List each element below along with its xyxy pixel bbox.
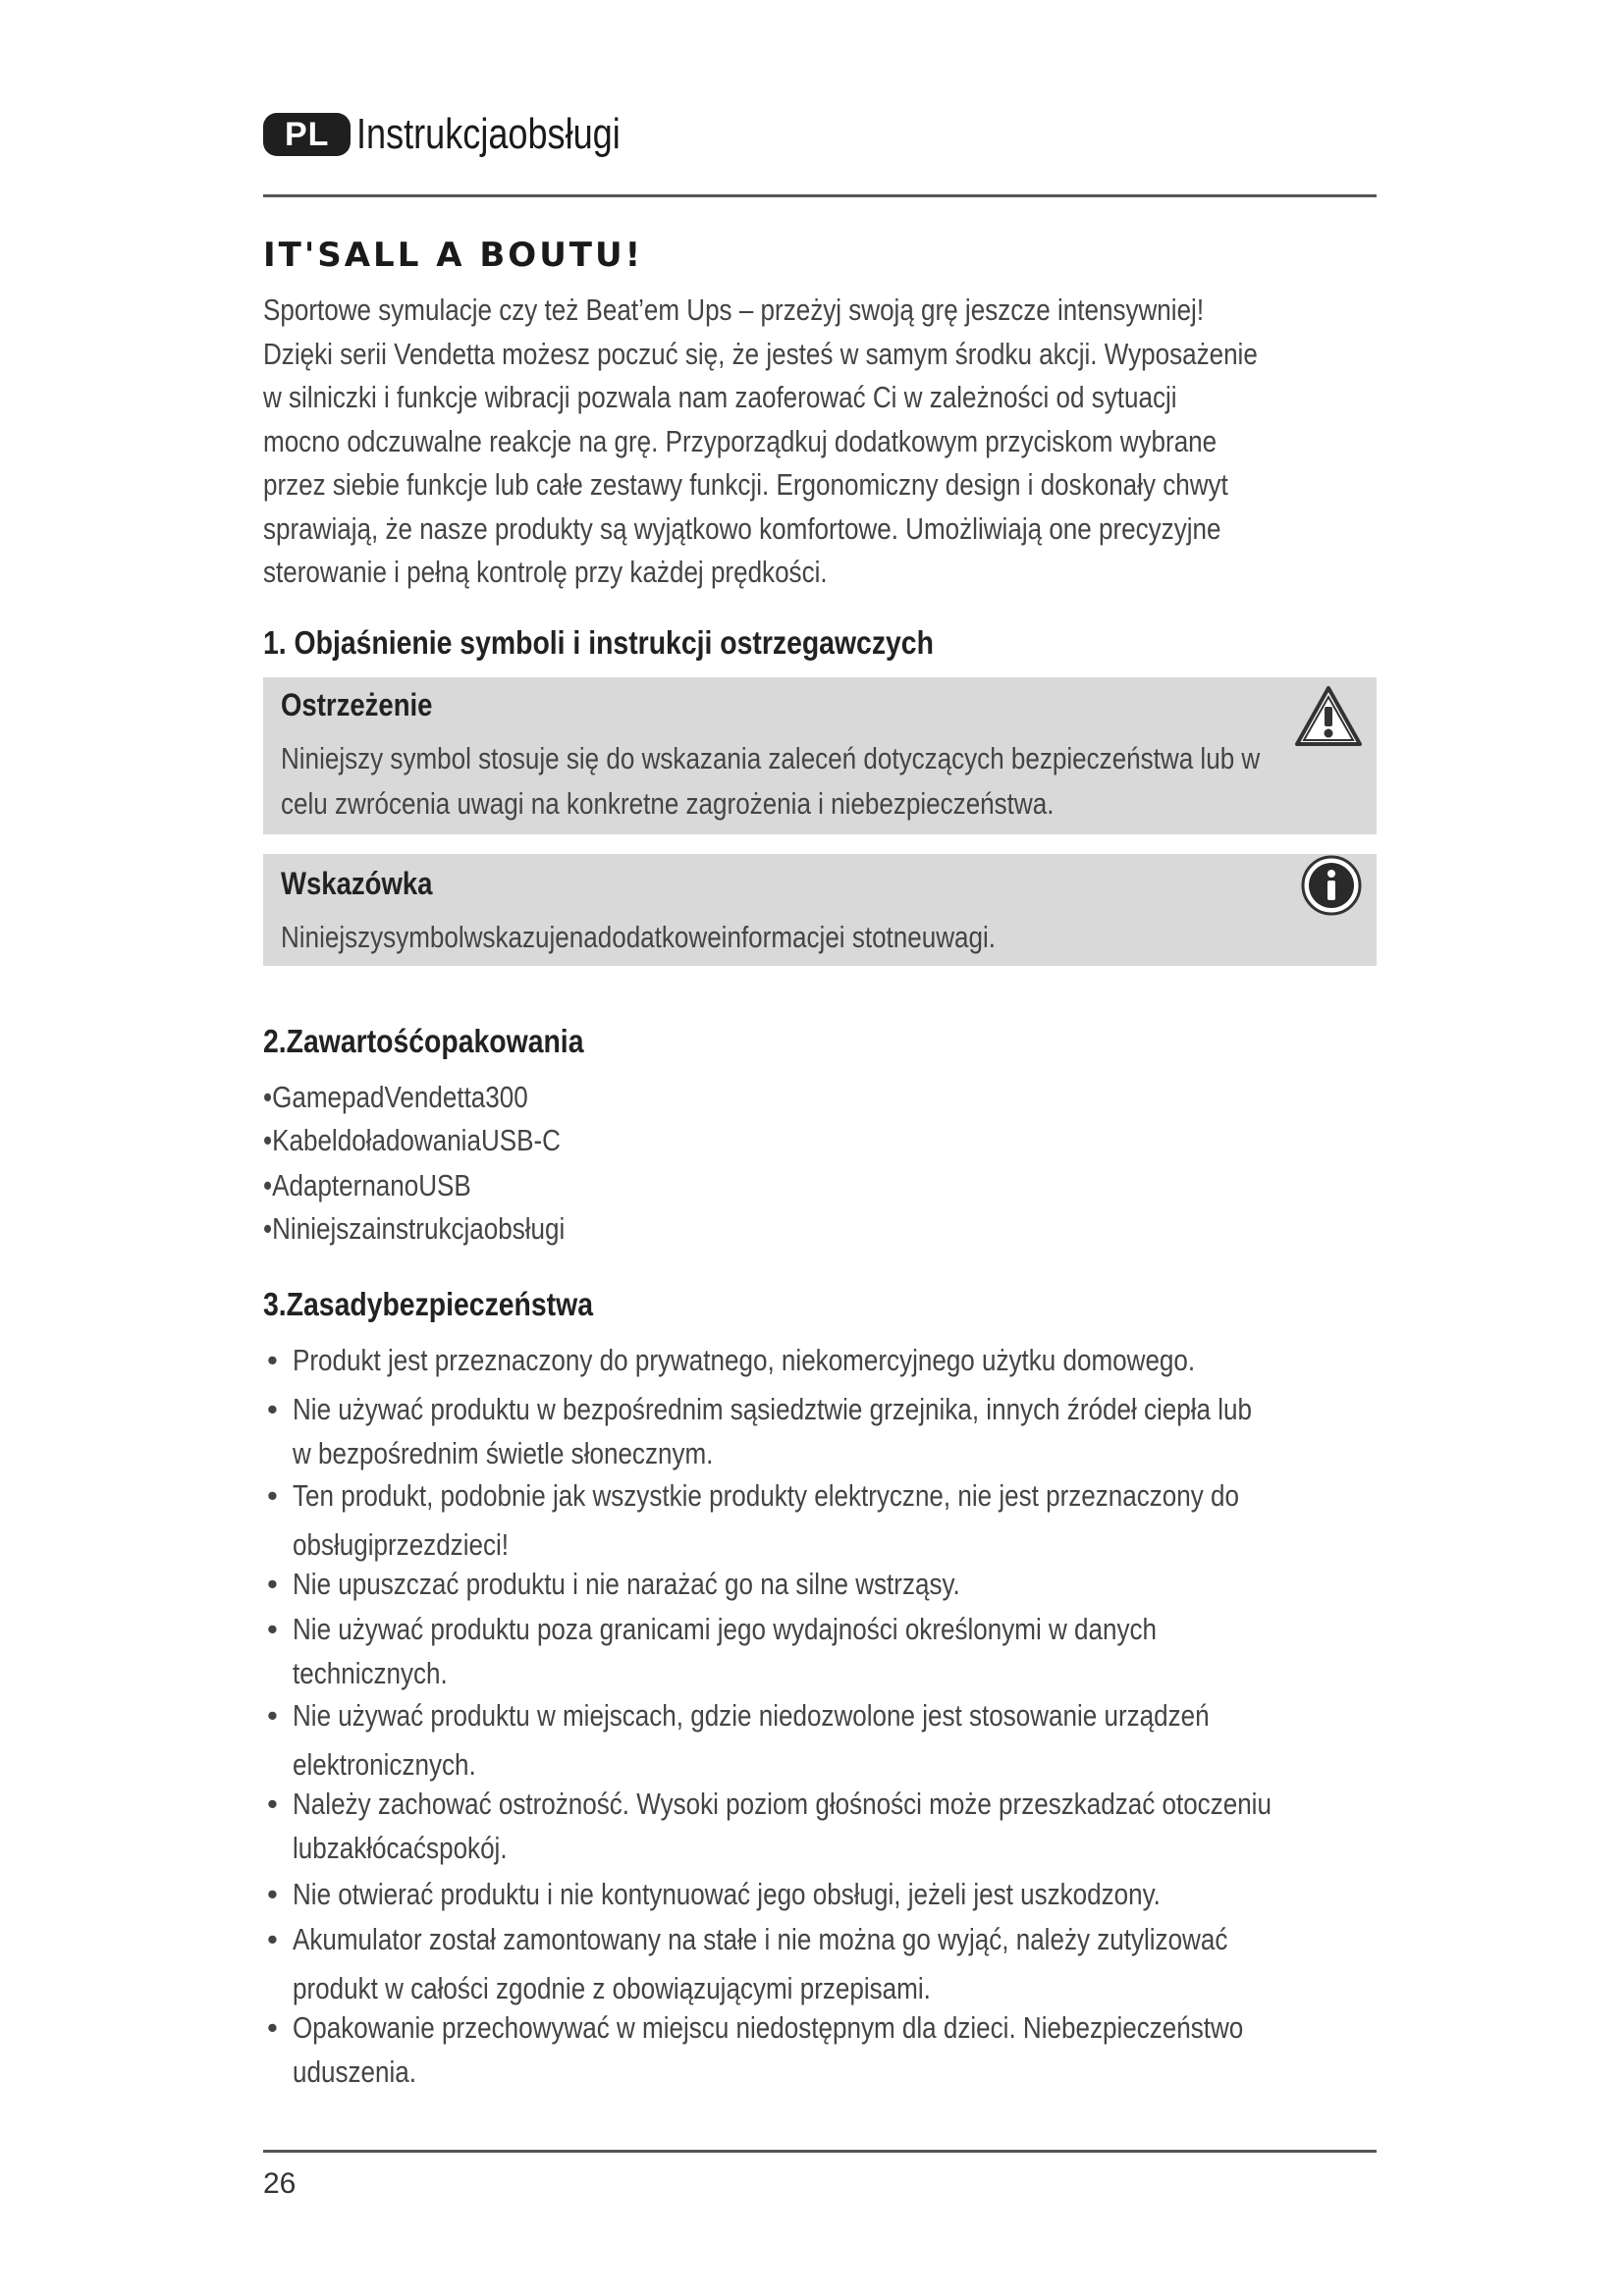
list-item-text: technicznych. — [293, 1656, 448, 1690]
bullet: • — [267, 1698, 278, 1733]
header-divider — [263, 194, 1377, 197]
hint-box — [263, 854, 1377, 966]
bullet: • — [267, 1787, 278, 1821]
list-item-text: Nie upuszczać produktu i nie narażać go na silne wstrząsy. — [293, 1567, 960, 1601]
list-item: •KabeldoładowaniaUSB-C — [263, 1123, 561, 1157]
list-item: •Niniejszainstrukcjaobsługi — [263, 1211, 566, 1246]
hint-title: Wskazówka — [281, 866, 433, 901]
intro-line: Dzięki serii Vendetta możesz poczuć się, że jesteś w samym środku akcji. Wyposażenie — [263, 336, 1258, 371]
list-item-text: Nie używać produktu w bezpośrednim sąsiedztwie grzejnika, innych źródeł ciepła lub — [293, 1392, 1252, 1426]
list-item-text: w bezpośrednim świetle słonecznym. — [293, 1436, 714, 1470]
info-icon — [1300, 854, 1363, 917]
list-item-text: Należy zachować ostrożność. Wysoki poziom głośności może przeszkadzać otoczeniu — [293, 1787, 1272, 1821]
intro-line: sprawiają, że nasze produkty są wyjątkowo komfortowe. Umożliwiają one precyzyjne — [263, 510, 1221, 546]
list-item-text: Opakowanie przechowywać w miejscu niedostępnym dla dzieci. Niebezpieczeństwo — [293, 2010, 1244, 2045]
section-1-heading: 1. Objaśnienie symboli i instrukcji ostrzegawczych — [263, 624, 934, 661]
hint-line: Niniejszysymbolwskazujenadodatkoweinformacjei stotneuwagi. — [281, 920, 997, 954]
bullet: • — [267, 1612, 278, 1646]
language-badge: PL — [263, 113, 351, 156]
page-header — [263, 110, 678, 159]
list-item-text: uduszenia. — [293, 2055, 416, 2089]
warning-box — [263, 677, 1377, 834]
list-item: •GamepadVendetta300 — [263, 1080, 528, 1114]
bullet: • — [267, 1392, 278, 1426]
hint-text — [281, 915, 1132, 960]
bullet: • — [267, 1567, 278, 1601]
warning-line: Niniejszy symbol stosuje się do wskazania zaleceń dotyczących bezpieczeństwa lub w — [281, 741, 1261, 775]
bullet: • — [267, 1343, 278, 1377]
list-item-text: elektronicznych. — [293, 1747, 476, 1782]
bullet: • — [267, 1922, 278, 1956]
warning-line: celu zwrócenia uwagi na konkretne zagrożenia i niebezpieczeństwa. — [281, 786, 1055, 821]
slogan: IT'SALL A BOUTU! — [263, 236, 644, 275]
page-number: 26 — [263, 2167, 297, 2200]
intro-paragraph — [263, 289, 1377, 595]
intro-line: Sportowe symulacje czy też Beat’em Ups – przeżyj swoją grę jeszcze intensywniej! — [263, 293, 1205, 327]
bullet: • — [267, 1478, 278, 1513]
list-item-text: Nie używać produktu poza granicami jego wydajności określonymi w danych — [293, 1612, 1158, 1646]
list-item-text: Ten produkt, podobnie jak wszystkie produkty elektryczne, nie jest przeznaczony do — [293, 1478, 1239, 1513]
list-item-text: Akumulator został zamontowany na stałe i nie można go wyjąć, należy zutylizować — [293, 1922, 1228, 1956]
list-item-text: Produkt jest przeznaczony do prywatnego, niekomercyjnego użytku domowego. — [293, 1343, 1196, 1377]
intro-line: sterowanie i pełną kontrolę przy każdej prędkości. — [263, 555, 828, 589]
section-2-heading: 2.Zawartośćopakowania — [263, 1023, 584, 1059]
list-item-text: produkt w całości zgodnie z obowiązującymi przepisami. — [293, 1971, 931, 2005]
intro-line: mocno odczuwalne reakcje na grę. Przyporządkuj dodatkowym przyciskom wybrane — [263, 423, 1218, 458]
section-3-heading: 3.Zasadybezpieczeństwa — [263, 1286, 593, 1322]
intro-line: przez siebie funkcje lub całe zestawy funkcji. Ergonomiczny design i doskonały chwyt — [263, 467, 1228, 502]
warning-text — [281, 736, 1446, 827]
warning-title: Ostrzeżenie — [281, 687, 433, 722]
list-item: •AdapternanoUSB — [263, 1168, 471, 1202]
list-item-text: Nie używać produktu w miejscach, gdzie niedozwolone jest stosowanie urządzeń — [293, 1698, 1210, 1733]
bullet: • — [267, 1877, 278, 1911]
document-title: Instrukcjaobsługi — [356, 110, 622, 158]
list-item-text: obsługiprzezdzieci! — [293, 1527, 510, 1562]
list-item-text: lubzakłócaćspokój. — [293, 1831, 508, 1865]
footer-divider — [263, 2150, 1377, 2153]
bullet: • — [267, 2010, 278, 2045]
list-item-text: Nie otwierać produktu i nie kontynuować jego obsługi, jeżeli jest uszkodzony. — [293, 1877, 1161, 1911]
intro-line: w silniczki i funkcje wibracji pozwala nam zaoferować Ci w zależności od sytuacji — [263, 380, 1177, 414]
